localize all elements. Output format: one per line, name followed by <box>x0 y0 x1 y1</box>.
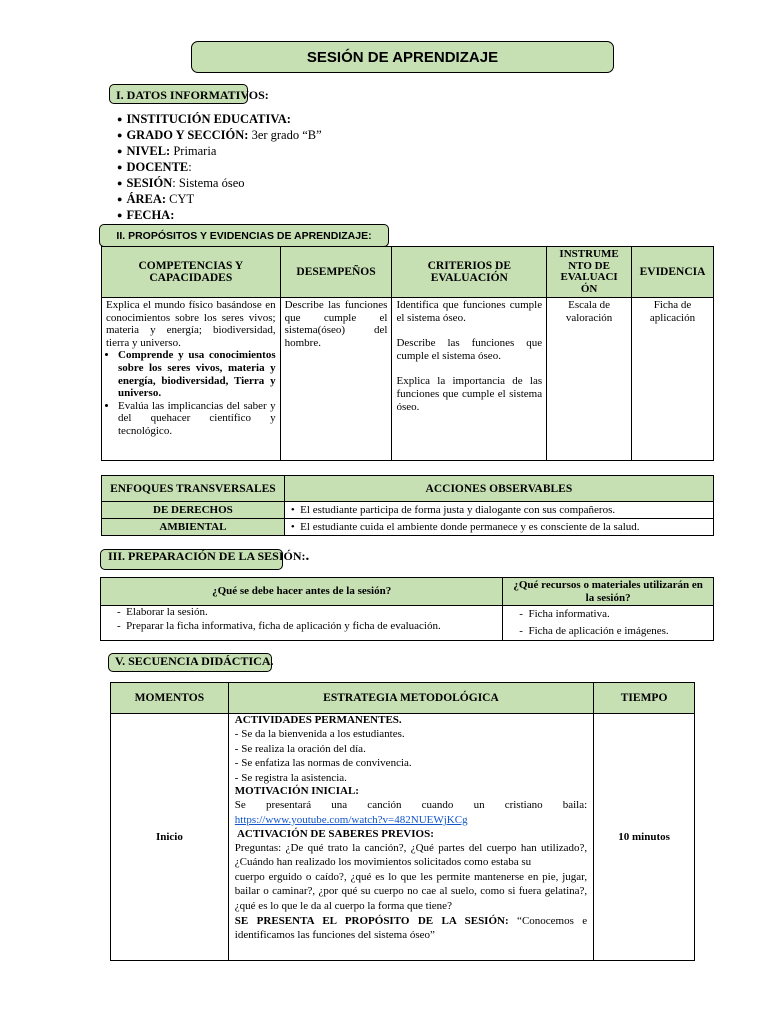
section-preparacion-title: III. PREPARACIÓN DE LA SESIÓN:. <box>108 548 310 564</box>
header-estrategia: ESTRATEGIA METODOLÓGICA <box>228 683 593 714</box>
antes-cell <box>101 606 503 641</box>
info-item: ● NIVEL: Primaria <box>117 144 322 160</box>
antes-item: - Preparar la ficha informativa, ficha de aplicación y ficha de evaluación. <box>117 619 441 632</box>
info-item: ● GRADO Y SECCIÓN: 3er grado “B” <box>117 128 322 144</box>
header-acciones: ACCIONES OBSERVABLES <box>284 476 713 502</box>
enfoque-label: AMBIENTAL <box>102 519 285 536</box>
antes-item: - Elaborar la sesión. <box>117 606 208 618</box>
tiempo-cell: 10 minutos <box>594 714 695 961</box>
capacidad-item: • Comprende y usa conocimientos sobre los seres vivos, materia y energía, biodiversidad, Tierra y universo. <box>118 349 276 399</box>
enfoques-table <box>101 475 714 536</box>
info-item: ● DOCENTE: <box>117 160 322 176</box>
section-propositos-title: II. PROPÓSITOS Y EVIDENCIAS DE APRENDIZAJE: <box>116 229 372 242</box>
instrumento-cell: Escala de valoración <box>547 298 632 461</box>
recurso-item: - Ficha informativa. <box>519 608 610 620</box>
estrategia-cell: ACTIVIDADES PERMANENTES. - Se da la bienvenida a los estudiantes. - Se realiza la oración del día. - Se enfatiza las normas de convivencia. - Se registra la asistencia. MOTIVACIÓN INICIAL: Se presentará una canción cuando un cristiano baila: https://www.youtube.com/watch?v=482NUEWjKCg ACTIVACIÓN DE SABERES PREVIOS: Preguntas: ¿De qué trato la canción?, ¿Qué partes del cuerpo han utilizado?, ¿Cuándo han realizado los movimientos solicitados como estaba su cuerpo erguido o caído?, ¿qué es lo que les permite mantenerse en pie, jugar, bailar o caminar?, ¿por qué su cuerpo no cae al suelo, como si fuera gelatina?, ¿qué es lo que le da al cuerpo la forma que tiene? SE PRESENTA EL PROPÓSITO DE LA SESIÓN: “Conocemos e identificamos las funciones del sistema óseo” <box>228 714 593 961</box>
desempeno-cell: Describe las funciones que cumple el sistema(óseo) del hombre. <box>280 298 392 461</box>
info-item: ● INSTITUCIÓN EDUCATIVA: <box>117 112 322 128</box>
header-enfoques: ENFOQUES TRANSVERSALES <box>102 476 285 502</box>
momento-cell: Inicio <box>111 714 229 961</box>
propositos-table <box>101 246 714 461</box>
info-item: ● FECHA: <box>117 208 322 224</box>
evidencia-cell: Ficha de aplicación <box>632 298 714 461</box>
accion-cell: • El estudiante cuida el ambiente donde permanece y es consciente de la salud. <box>284 519 713 536</box>
proposito-text: SE PRESENTA EL PROPÓSITO DE LA SESIÓN: “Conocemos e identificamos las funciones del sistema óseo” <box>234 914 588 942</box>
header-momentos: MOMENTOS <box>111 683 229 714</box>
info-item: ● SESIÓN: Sistema óseo <box>117 176 322 192</box>
header-evidencia: EVIDENCIA <box>632 247 714 298</box>
section-secuencia-title: V. SECUENCIA DIDÁCTICA. <box>115 654 274 668</box>
recurso-item: - Ficha de aplicación e imágenes. <box>519 625 669 637</box>
info-list <box>117 112 322 224</box>
header-antes: ¿Qué se debe hacer antes de la sesión? <box>101 578 503 606</box>
enfoque-label: DE DERECHOS <box>102 502 285 519</box>
header-desempenos: DESEMPEÑOS <box>280 247 392 298</box>
recursos-cell <box>503 606 714 641</box>
section-datos-title: I. DATOS INFORMATIVOS: <box>116 88 269 102</box>
section-propositos-box <box>99 224 389 247</box>
page-title: SESIÓN DE APRENDIZAJE <box>191 41 614 73</box>
header-instrumento: INSTRUME NTO DE EVALUACI ÓN <box>547 247 632 298</box>
competencias-cell: Explica el mundo físico basándose en conocimientos sobre los seres vivos; materia y energía; biodiversidad, tierra y universo. • Comprende y usa conocimientos sobre los seres vivos, materia y energía, biodiversidad, Tierra y universo. • Evalúa las implicancias del saber y del quehacer científico y tecnológico. <box>102 298 281 461</box>
criterios-cell: Identifica que funciones cumple el sistema óseo. Describe las funciones que cumple el sistema óseo. Explica la importancia de las funciones que cumple el sistema óseo. <box>392 298 547 461</box>
header-criterios: CRITERIOS DE EVALUACIÓN <box>392 247 547 298</box>
youtube-link[interactable]: https://www.youtube.com/watch?v=482NUEWjKCg <box>234 813 468 826</box>
info-item: ● ÁREA: CYT <box>117 192 322 208</box>
capacidad-item: • Evalúa las implicancias del saber y del quehacer científico y tecnológico. <box>118 400 276 438</box>
accion-cell: • El estudiante participa de forma justa y dialogante con sus compañeros. <box>284 502 713 519</box>
secuencia-table <box>110 682 695 961</box>
header-competencias: COMPETENCIAS Y CAPACIDADES <box>102 247 281 298</box>
header-tiempo: TIEMPO <box>594 683 695 714</box>
header-recursos: ¿Qué recursos o materiales utilizarán en la sesión? <box>503 578 714 606</box>
preparacion-table <box>100 577 714 641</box>
